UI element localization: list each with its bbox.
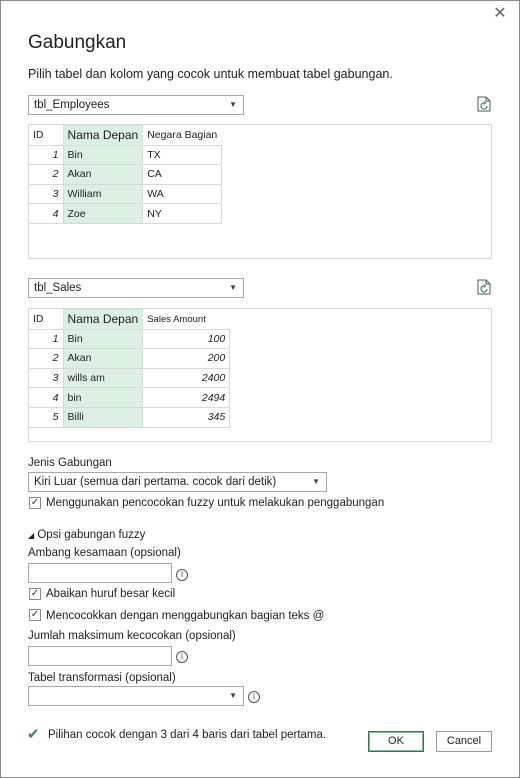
cell-first-name: Billi (63, 407, 143, 427)
dialog-title: Gabungkan (28, 32, 127, 53)
column-header-id[interactable]: ID (33, 313, 44, 326)
table-row (29, 184, 221, 204)
threshold-input[interactable] (28, 563, 172, 583)
table1-select-value: tbl_Employees (34, 99, 110, 111)
cell-sales-amount: 345 (143, 407, 230, 427)
table-row (29, 349, 230, 369)
row-index: 1 (29, 329, 63, 349)
row-index: 4 (29, 388, 63, 408)
ignore-case-checkbox[interactable]: ✓ (30, 588, 40, 599)
cell-sales-amount: 2400 (143, 368, 230, 388)
table-row (29, 145, 221, 165)
column-header-first-name[interactable]: Nama Depan (63, 310, 143, 330)
match-status-text: Pilihan cocok dengan 3 dari 4 baris dari tabel pertama. (48, 729, 327, 741)
chevron-down-icon: ▼ (312, 477, 320, 486)
table2-preview (28, 308, 492, 442)
row-index: 5 (29, 407, 63, 427)
table1-preview (28, 124, 492, 259)
row-index: 2 (29, 349, 63, 369)
cell-first-name: Bin (63, 329, 143, 349)
cell-first-name: Bin (63, 145, 143, 165)
cell-state: TX (143, 145, 222, 165)
info-icon[interactable]: i (248, 691, 260, 703)
table-row (29, 407, 230, 427)
transform-table-label: Tabel transformasi (opsional) (28, 672, 176, 684)
checkmark-icon: ✔ (27, 726, 40, 743)
match-combine-label: Mencocokkan dengan menggabungkan bagian teks @ (46, 610, 325, 622)
fuzzy-match-checkbox[interactable]: ✓ (30, 497, 40, 508)
cell-state: CA (143, 165, 222, 185)
row-index: 4 (29, 204, 63, 224)
info-icon[interactable]: i (176, 569, 188, 581)
close-icon[interactable]: ✕ (493, 5, 507, 22)
chevron-down-icon: ▼ (229, 691, 237, 700)
triangle-down-icon: ◢ (28, 531, 35, 540)
fuzzy-options-label: Opsi gabungan fuzzy (37, 529, 146, 541)
table-row (29, 329, 230, 349)
cell-first-name: Zoe (63, 204, 143, 224)
cell-state: WA (143, 184, 222, 204)
match-combine-checkbox[interactable]: ✓ (30, 609, 40, 620)
ok-button[interactable]: OK (368, 731, 424, 752)
table-row (29, 165, 221, 185)
table2-select[interactable] (28, 278, 244, 298)
threshold-label: Ambang kesamaan (opsional) (28, 547, 181, 559)
ignore-case-label: Abaikan huruf besar kecil (46, 588, 176, 600)
refresh-icon[interactable] (477, 96, 491, 112)
column-header-id[interactable]: ID (33, 129, 44, 142)
column-header-state[interactable]: Negara Bagian (147, 129, 218, 142)
table2-select-value: tbl_Sales (34, 282, 82, 294)
cell-first-name: William (63, 184, 143, 204)
row-index: 3 (29, 184, 63, 204)
cell-sales-amount: 100 (143, 329, 230, 349)
cell-first-name: wills am (63, 368, 143, 388)
cell-first-name: Akan (63, 165, 143, 185)
row-index: 3 (29, 368, 63, 388)
refresh-icon[interactable] (477, 279, 491, 295)
cell-sales-amount: 2494 (143, 388, 230, 408)
cell-first-name: Akan (63, 349, 143, 369)
cell-state: NY (143, 204, 222, 224)
join-kind-value: Kiri Luar (semua dari pertama. cocok dari detik) (34, 476, 277, 488)
table2-grid (29, 309, 230, 428)
cell-sales-amount: 200 (143, 349, 230, 369)
dialog-subtitle: Pilih tabel dan kolom yang cocok untuk membuat tabel gabungan. (28, 67, 393, 81)
max-matches-input[interactable] (28, 646, 172, 666)
chevron-down-icon: ▼ (229, 100, 237, 109)
join-kind-select[interactable] (28, 472, 327, 492)
table-row (29, 368, 230, 388)
fuzzy-match-label: Menggunakan pencocokan fuzzy untuk melakukan penggabungan (46, 497, 385, 509)
chevron-down-icon: ▼ (229, 283, 237, 292)
cell-first-name: bin (63, 388, 143, 408)
row-index: 1 (29, 145, 63, 165)
table-row (29, 204, 221, 224)
table1-grid (29, 125, 222, 224)
column-header-sales-amount[interactable]: Sales Amount (147, 313, 206, 325)
column-header-first-name[interactable]: Nama Depan (63, 126, 143, 146)
join-kind-label: Jenis Gabungan (28, 457, 112, 469)
table1-select[interactable] (28, 95, 244, 115)
transform-table-select[interactable] (28, 686, 244, 706)
fuzzy-options-header[interactable] (28, 529, 145, 541)
table-row (29, 388, 230, 408)
max-matches-label: Jumlah maksimum kecocokan (opsional) (28, 630, 236, 642)
cancel-button[interactable]: Cancel (436, 731, 492, 752)
info-icon[interactable]: i (176, 651, 188, 663)
row-index: 2 (29, 165, 63, 185)
